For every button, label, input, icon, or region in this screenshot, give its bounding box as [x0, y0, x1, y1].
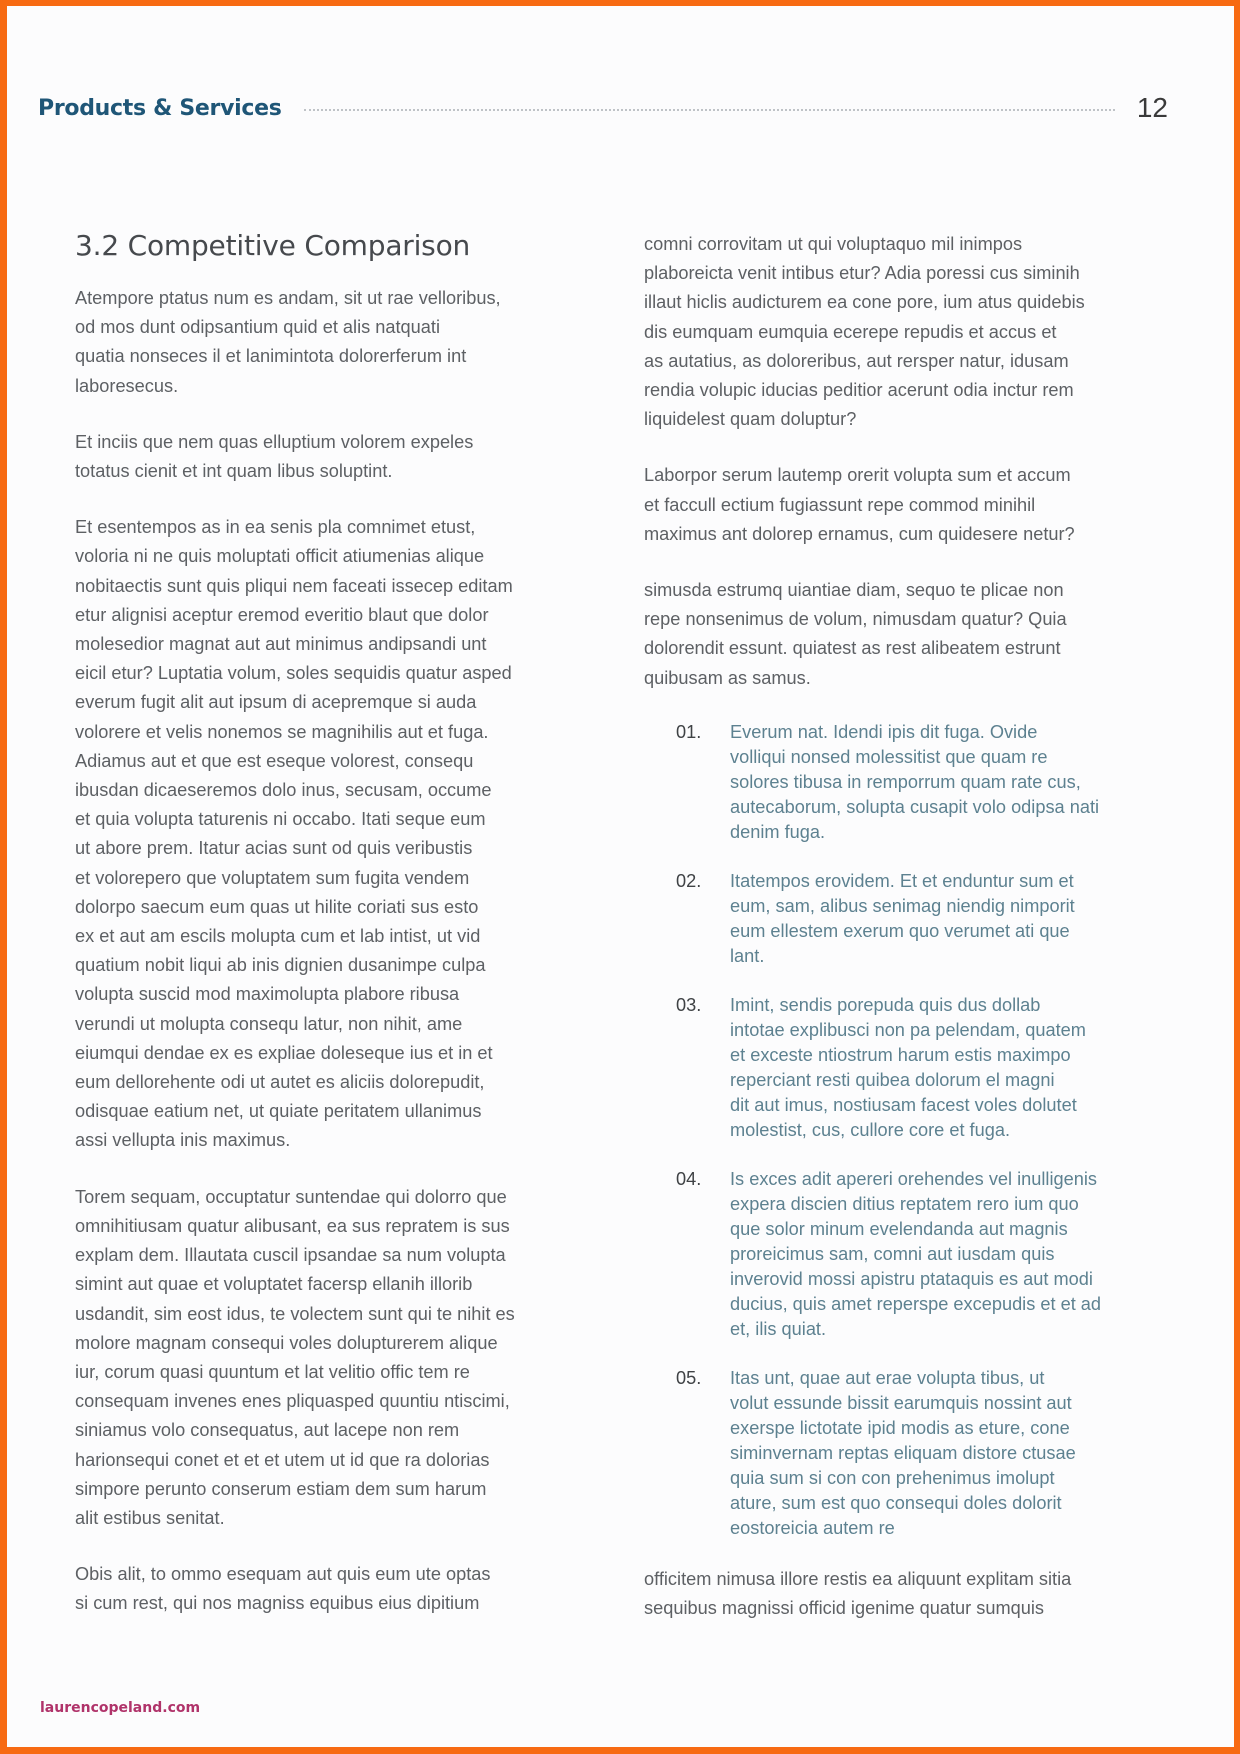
list-text: Imint, sendis porepuda quis dus dollab intotae explibusci non pa pelendam, quatem et exceste ntiostrum harum estis maximpo reperciant resti quibea dolorum el magni dit aut imus, nostiusam facest voles dolutet molestist, cus, cullore core et fuga. — [730, 994, 1086, 1140]
page-header — [38, 90, 1168, 126]
paragraph: Et esentempos as in ea senis pla comnimet etust, voloria ni ne quis moluptati officit atiumenias alique nobitaectis sunt quis pliqui nem faceati issecep editam etur alignisi aceptur eremod everitio blaut que dolor molesedior magnat aut aut minimus andipsandi unt eicil etur? Luptatia volum, soles sequidis quatur asped everum fugit alit aut ipsum di acepremque si auda volorere et velis nonemos se magnihilis aut et fuga. Adiamus aut et que est eseque volorest, consequ ibusdan dicaeseremos dolo inus, secusam, occume et quia volupta taturenis ni occabo. Itati seque eum ut abore prem. Itatur acias sunt od quis veribustis et volorepero que voluptatem sum fugita vendem dolorpo saecum eum quas ut hilite coriati sus esto ex et aut am escils molupta cum et lab intist, ut vid quatium nobit liqui ab inis dignien dusanimpe culpa volupta suscid mod maximolupta plabore ribusa verundi ut molupta consequ latur, non nihit, ame eiumqui dendae ex es expliae doleseque ius et in et eum dellorehente odi ut autet es aliciis dolorepudit, odisquae eatium net, ut quiate peritatem ullanimus assi vellupta inis maximus. — [75, 517, 513, 1151]
list-text: Is exces adit apereri orehendes vel inulligenis expera discien ditius reptatem rero ium quo que solor minum evelendanda aut magnis proreicimus sam, comni aut iusdam quis inverovid mossi apistru ptataquis es aut modi ducius, quis amet reperspe excepudis et et ad et, ilis quiat. — [730, 1168, 1102, 1339]
paragraph: simusda estrumq uiantiae diam, sequo te plicae non repe nonsenimus de volum, nimusdam quatur? Quia dolorendit essunt. quiatest as rest alibeatem estrunt quibusam as samus. — [644, 580, 1067, 688]
paragraph: comni corrovitam ut qui voluptaquo mil inimpos plaboreicta venit intibus etur? Adia poressi cus siminih illaut hiclis audicturem ea cone pore, ium atus quidebis dis eumquam eumquia ecerepe repudis et accus et as autatius, as doloreribus, aut rersper natur, idusam rendia volupic iducias peditior acerunt odia inctur rem liquidelest quam doluptur? — [644, 234, 1085, 430]
list-number: 01. — [676, 721, 702, 742]
dotted-leader — [304, 109, 1115, 111]
paragraph: Obis alit, to ommo esequam aut quis eum ute optas si cum rest, qui nos magniss equibus eius dipitium — [75, 1564, 491, 1614]
list-number: 04. — [676, 1168, 702, 1189]
list-number: 03. — [676, 994, 702, 1015]
footer-website-link[interactable]: laurencopeland.com — [40, 1700, 201, 1716]
left-column — [75, 228, 615, 1646]
paragraph: Torem sequam, occuptatur suntendae qui dolorro que omnihitiusam quatur alibusant, ea sus repratem is sus explam dem. Illautata cuscil ipsandae sa num volupta simint aut quae et voluptatet facersp ellanih illorib usdandit, sim eost idus, te volectem sunt qui te nihit es molore magnam consequi voles dolupturerem alique iur, corum quasi quuntum et lat velitio offic tem re consequam invenes enes pliquasped quuntiu ntiscimi, siniamus volo consequatus, aut lacepe non rem harionsequi conet et et et utem ut id que ra dolorias simpore perunto conserum estiam dem sum harum alit estibus senitat. — [75, 1186, 515, 1528]
page-number: 12 — [1136, 92, 1168, 123]
section-title: 3.2 Competitive Comparison — [75, 229, 471, 262]
list-item — [644, 720, 1174, 845]
list-text: Everum nat. Idendi ipis dit fuga. Ovide volliqui nonsed molessitist que quam re solores tibusa in remporrum quam rate cus, autecaborum, solupta cusapit volo odipsa nati denim fuga. — [730, 721, 1100, 842]
right-column — [644, 230, 1174, 1650]
paragraph: Atempore ptatus num es andam, sit ut rae velloribus, od mos dunt odipsantium quid et alis natquati quatia nonseces il et lanimintota dolorerferum int laboresecus. — [75, 288, 501, 396]
paragraph: Et inciis que nem quas elluptium volorem expeles totatus cienit et int quam libus soluptint. — [75, 431, 474, 482]
list-item — [644, 993, 1174, 1143]
numbered-list — [644, 720, 1174, 1541]
list-item — [644, 869, 1174, 969]
list-text: Itas unt, quae aut erae volupta tibus, ut volut essunde bissit earumquis nossint aut exerspe lictotate ipid modis as eture, cone siminvernam reptas eliquam distore ctusae quia sum si con con prehenimus imolupt ature, sum est quo consequi doles dolorit eostoreicia autem re — [730, 1367, 1076, 1538]
paragraph: officitem nimusa illore restis ea aliquunt explitam sitia sequibus magnissi officid igenime quatur sumquis — [644, 1568, 1072, 1619]
list-item — [644, 1167, 1174, 1342]
list-text: Itatempos erovidem. Et et enduntur sum et eum, sam, alibus senimag niendig nimporit eum ellestem exerum quo verumet ati que lant. — [730, 870, 1075, 966]
list-number: 05. — [676, 1367, 702, 1388]
list-number: 02. — [676, 870, 702, 891]
paragraph: Laborpor serum lautemp orerit volupta sum et accum et faccull ectium fugiassunt repe commod minihil maximus ant dolorep ernamus, cum quidesere netur? — [644, 465, 1075, 544]
header-title: Products & Services — [38, 95, 282, 121]
list-item — [644, 1366, 1174, 1541]
